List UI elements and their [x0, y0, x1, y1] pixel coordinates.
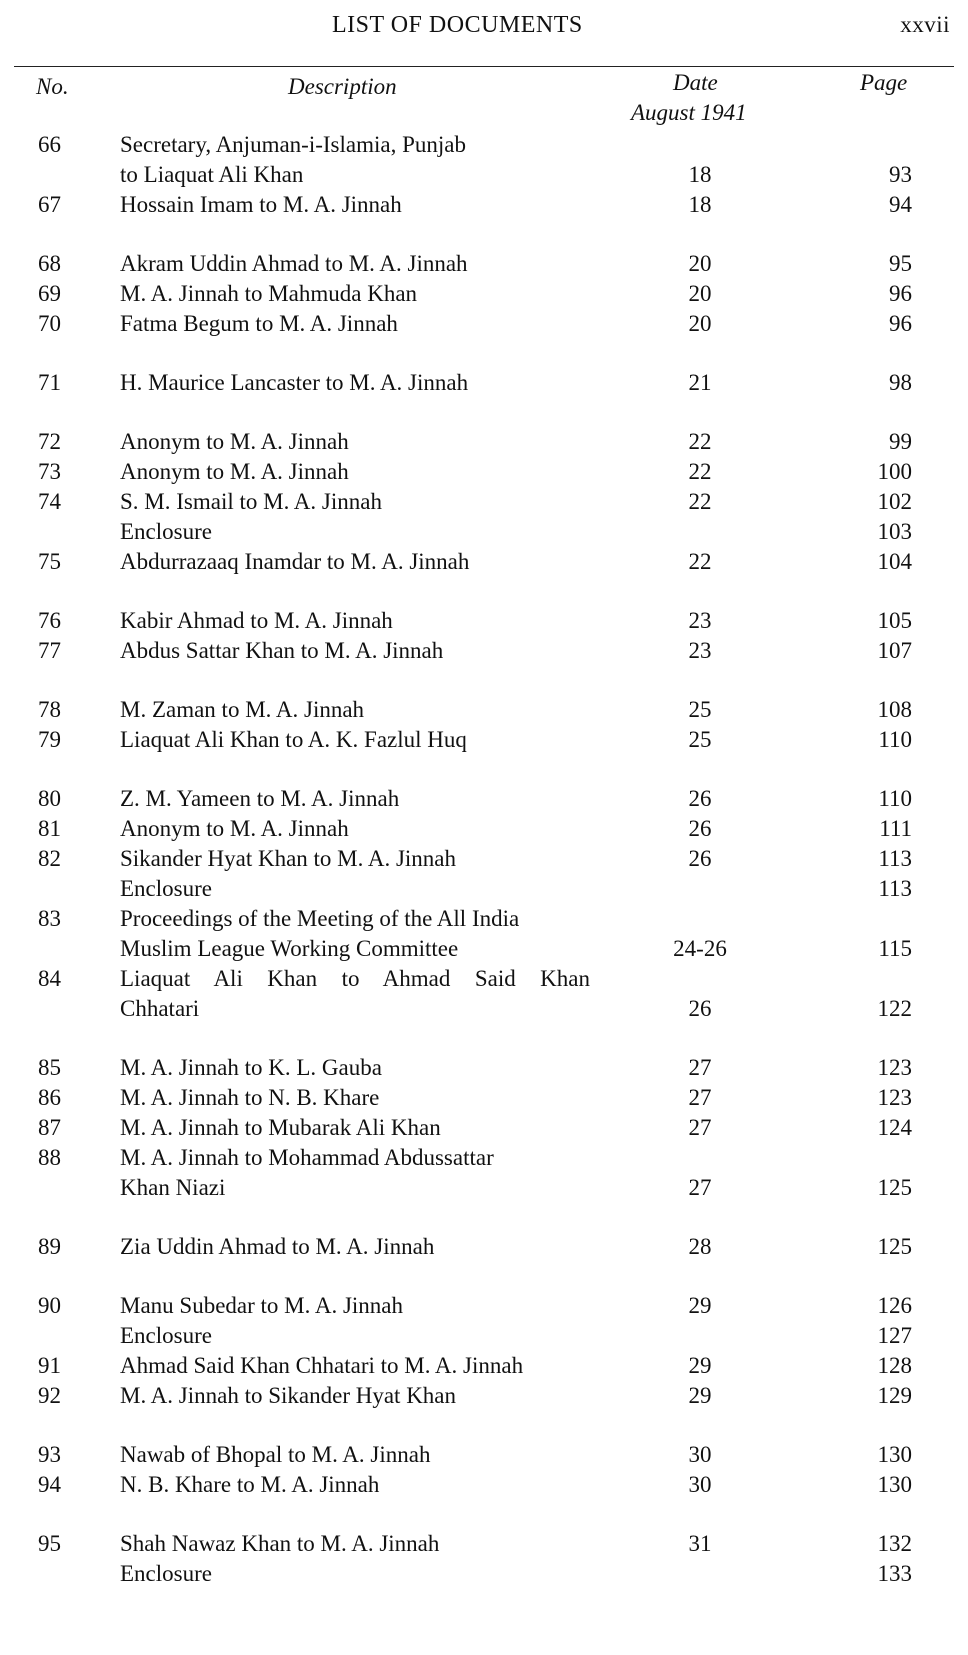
document-entry [0, 636, 968, 666]
entry-description: Liaquat Ali Khan to Ahmad Said Khan [120, 966, 590, 991]
entry-description: H. Maurice Lancaster to M. A. Jinnah [120, 370, 469, 395]
entry-date: 24-26 [673, 936, 727, 961]
entry-description: Hossain Imam to M. A. Jinnah [120, 192, 402, 217]
entry-number: 80 [38, 786, 61, 811]
document-entry [0, 1053, 968, 1083]
entry-number: 84 [38, 966, 61, 991]
entry-page: 110 [878, 727, 912, 752]
entry-page: 125 [877, 1234, 912, 1259]
entry-page: 127 [877, 1323, 912, 1348]
document-entry [0, 1232, 968, 1262]
entry-line [0, 1321, 968, 1351]
entry-number: 73 [38, 459, 61, 484]
entry-description: Shah Nawaz Khan to M. A. Jinnah [120, 1531, 440, 1556]
group-spacer [0, 398, 968, 427]
entry-number: 70 [38, 311, 61, 336]
entry-number: 67 [38, 192, 61, 217]
group-spacer [0, 339, 968, 368]
entry-date: 26 [688, 996, 712, 1021]
entry-date: 30 [688, 1472, 712, 1497]
entry-date: 29 [688, 1353, 712, 1378]
entry-line [0, 1083, 968, 1113]
group-spacer [0, 1411, 968, 1440]
document-entry [0, 814, 968, 844]
entry-description: Anonym to M. A. Jinnah [120, 459, 349, 484]
entry-number: 74 [38, 489, 61, 514]
document-entry [0, 784, 968, 814]
entry-page: 113 [878, 876, 912, 901]
entry-date: 18 [688, 162, 712, 187]
entry-number: 92 [38, 1383, 61, 1408]
entry-line [0, 904, 968, 934]
entry-description: S. M. Ismail to M. A. Jinnah [120, 489, 382, 514]
entry-page: 94 [889, 192, 912, 217]
document-entry [0, 427, 968, 457]
entry-date: 26 [688, 846, 712, 871]
entry-description: Anonym to M. A. Jinnah [120, 816, 349, 841]
entry-date: 25 [688, 697, 712, 722]
entry-description: Secretary, Anjuman-i-Islamia, Punjab [120, 132, 466, 157]
entry-page: 96 [889, 311, 912, 336]
entry-page: 98 [889, 370, 912, 395]
entry-date: 21 [688, 370, 712, 395]
column-header-no: No. [36, 74, 69, 99]
document-entry [0, 1113, 968, 1143]
entry-line [0, 844, 968, 874]
entry-page: 100 [877, 459, 912, 484]
entry-page: 123 [877, 1085, 912, 1110]
entry-line [0, 457, 968, 487]
group-spacer [0, 666, 968, 695]
entry-page: 126 [877, 1293, 912, 1318]
document-entry [0, 1351, 968, 1381]
entry-number: 75 [38, 549, 61, 574]
entry-page: 133 [877, 1561, 912, 1586]
group-spacer [0, 1024, 968, 1053]
entry-description: Abdus Sattar Khan to M. A. Jinnah [120, 638, 444, 663]
group-spacer [0, 1500, 968, 1529]
entry-description: Liaquat Ali Khan to A. K. Fazlul Huq [120, 727, 467, 752]
document-entry [0, 190, 968, 220]
entry-page: 123 [877, 1055, 912, 1080]
entry-line [0, 1053, 968, 1083]
page-title: LIST OF DOCUMENTS [332, 12, 583, 38]
entry-line [0, 1381, 968, 1411]
entry-line [0, 368, 968, 398]
document-entry [0, 1470, 968, 1500]
entry-page: 129 [877, 1383, 912, 1408]
document-entry [0, 368, 968, 398]
entry-page: 111 [879, 816, 912, 841]
entry-number: 68 [38, 251, 61, 276]
entry-line [0, 934, 968, 964]
entry-description: M. A. Jinnah to N. B. Khare [120, 1085, 380, 1110]
group-spacer [0, 1203, 968, 1232]
document-entry [0, 1083, 968, 1113]
document-entry [0, 725, 968, 755]
entry-number: 87 [38, 1115, 61, 1140]
entry-description: Kabir Ahmad to M. A. Jinnah [120, 608, 393, 633]
entry-number: 85 [38, 1055, 61, 1080]
entry-description: Ahmad Said Khan Chhatari to M. A. Jinnah [120, 1353, 524, 1378]
entry-description: M. A. Jinnah to Mohammad Abdussattar [120, 1145, 494, 1170]
entry-description: N. B. Khare to M. A. Jinnah [120, 1472, 380, 1497]
entry-date: 31 [688, 1531, 712, 1556]
document-entry [0, 547, 968, 577]
document-entry [0, 1529, 968, 1589]
entry-line [0, 1351, 968, 1381]
entry-date: 22 [688, 429, 712, 454]
entry-line [0, 725, 968, 755]
entry-description: Khan Niazi [120, 1175, 226, 1200]
entry-date: 18 [688, 192, 712, 217]
entry-date: 25 [688, 727, 712, 752]
entry-date: 29 [688, 1293, 712, 1318]
group-spacer [0, 755, 968, 784]
entry-date: 23 [688, 638, 712, 663]
entry-number: 72 [38, 429, 61, 454]
entry-date: 22 [688, 489, 712, 514]
entry-number: 89 [38, 1234, 61, 1259]
document-entry [0, 1143, 968, 1203]
entry-line [0, 427, 968, 457]
entry-line [0, 1470, 968, 1500]
entry-page: 122 [877, 996, 912, 1021]
entry-date: 20 [688, 281, 712, 306]
entry-line [0, 249, 968, 279]
entry-line [0, 309, 968, 339]
entry-line [0, 1143, 968, 1173]
entry-description: Enclosure [120, 519, 212, 544]
entry-line [0, 1559, 968, 1589]
document-entry [0, 1440, 968, 1470]
entry-page: 125 [877, 1175, 912, 1200]
entry-description: Abdurrazaaq Inamdar to M. A. Jinnah [120, 549, 470, 574]
entry-page: 102 [877, 489, 912, 514]
entry-date: 27 [688, 1085, 712, 1110]
entry-description: Chhatari [120, 996, 200, 1021]
entry-page: 115 [878, 936, 912, 961]
entry-number: 86 [38, 1085, 61, 1110]
entry-description: Manu Subedar to M. A. Jinnah [120, 1293, 404, 1318]
entry-description: Sikander Hyat Khan to M. A. Jinnah [120, 846, 457, 871]
entry-date: 27 [688, 1055, 712, 1080]
entry-page: 107 [877, 638, 912, 663]
entry-line [0, 814, 968, 844]
entry-number: 69 [38, 281, 61, 306]
entry-description: Proceedings of the Meeting of the All India [120, 906, 520, 931]
entry-description: Enclosure [120, 876, 212, 901]
entry-number: 94 [38, 1472, 61, 1497]
entry-number: 91 [38, 1353, 61, 1378]
document-entry [0, 1381, 968, 1411]
entry-date: 20 [688, 251, 712, 276]
column-header-page: Page [860, 70, 908, 95]
entry-description: M. A. Jinnah to Mahmuda Khan [120, 281, 418, 306]
entry-page: 110 [878, 786, 912, 811]
entry-line [0, 1232, 968, 1262]
entry-number: 81 [38, 816, 61, 841]
group-spacer [0, 1262, 968, 1291]
header-rule [14, 66, 954, 67]
document-entry [0, 130, 968, 190]
entry-page: 128 [877, 1353, 912, 1378]
entry-date: 27 [688, 1175, 712, 1200]
entry-line [0, 517, 968, 547]
entry-description: Zia Uddin Ahmad to M. A. Jinnah [120, 1234, 435, 1259]
entry-description: Akram Uddin Ahmad to M. A. Jinnah [120, 251, 468, 276]
entry-description: to Liaquat Ali Khan [120, 162, 304, 187]
entry-description: M. A. Jinnah to Mubarak Ali Khan [120, 1115, 441, 1140]
entry-description: M. A. Jinnah to Sikander Hyat Khan [120, 1383, 457, 1408]
entry-page: 103 [877, 519, 912, 544]
entry-page: 95 [889, 251, 912, 276]
column-header-date: Date [673, 70, 718, 95]
running-head [0, 10, 968, 44]
entry-date: 30 [688, 1442, 712, 1467]
column-header-date-month: August 1941 [631, 100, 747, 125]
document-entry [0, 904, 968, 964]
entry-number: 93 [38, 1442, 61, 1467]
entry-number: 78 [38, 697, 61, 722]
entry-date: 26 [688, 816, 712, 841]
entry-line [0, 1291, 968, 1321]
entry-page: 130 [877, 1472, 912, 1497]
entry-date: 28 [688, 1234, 712, 1259]
entry-description: M. A. Jinnah to K. L. Gauba [120, 1055, 382, 1080]
entry-page: 99 [889, 429, 912, 454]
entry-date: 26 [688, 786, 712, 811]
entry-line [0, 1529, 968, 1559]
entry-line [0, 160, 968, 190]
entry-description: Muslim League Working Committee [120, 936, 459, 961]
entry-number: 76 [38, 608, 61, 633]
entry-date: 23 [688, 608, 712, 633]
entry-line [0, 874, 968, 904]
entry-description: Anonym to M. A. Jinnah [120, 429, 349, 454]
entry-line [0, 1113, 968, 1143]
document-entry [0, 695, 968, 725]
entry-page: 113 [878, 846, 912, 871]
group-spacer [0, 577, 968, 606]
entry-date: 20 [688, 311, 712, 336]
entry-line [0, 695, 968, 725]
column-header-description: Description [288, 74, 397, 99]
document-entry [0, 309, 968, 339]
page-number: xxvii [900, 12, 950, 37]
entry-line [0, 279, 968, 309]
document-list [0, 130, 968, 1589]
entry-date: 22 [688, 459, 712, 484]
entry-page: 96 [889, 281, 912, 306]
entry-page: 105 [877, 608, 912, 633]
document-entry [0, 606, 968, 636]
document-entry [0, 249, 968, 279]
group-spacer [0, 220, 968, 249]
entry-number: 82 [38, 846, 61, 871]
entry-line [0, 190, 968, 220]
entry-line [0, 636, 968, 666]
entry-line [0, 1173, 968, 1203]
entry-page: 93 [889, 162, 912, 187]
entry-number: 95 [38, 1531, 61, 1556]
entry-description: Enclosure [120, 1323, 212, 1348]
entry-number: 88 [38, 1145, 61, 1170]
entry-description: M. Zaman to M. A. Jinnah [120, 697, 365, 722]
entry-date: 22 [688, 549, 712, 574]
entry-date: 29 [688, 1383, 712, 1408]
entry-line [0, 487, 968, 517]
entry-line [0, 964, 968, 994]
entry-date: 27 [688, 1115, 712, 1140]
entry-line [0, 784, 968, 814]
entry-line [0, 547, 968, 577]
entry-line [0, 994, 968, 1024]
entry-page: 108 [877, 697, 912, 722]
document-entry [0, 487, 968, 547]
entry-description: Z. M. Yameen to M. A. Jinnah [120, 786, 400, 811]
entry-line [0, 606, 968, 636]
entry-page: 104 [877, 549, 912, 574]
entry-number: 83 [38, 906, 61, 931]
entry-number: 90 [38, 1293, 61, 1318]
entry-page: 124 [877, 1115, 912, 1140]
document-entry [0, 279, 968, 309]
entry-description: Enclosure [120, 1561, 212, 1586]
document-entry [0, 964, 968, 1024]
entry-line [0, 1440, 968, 1470]
document-entry [0, 457, 968, 487]
entry-number: 79 [38, 727, 61, 752]
entry-number: 71 [38, 370, 61, 395]
entry-page: 132 [877, 1531, 912, 1556]
entry-number: 66 [38, 132, 61, 157]
entry-description: Nawab of Bhopal to M. A. Jinnah [120, 1442, 431, 1467]
document-entry [0, 844, 968, 904]
entry-line [0, 130, 968, 160]
entry-number: 77 [38, 638, 61, 663]
entry-description: Fatma Begum to M. A. Jinnah [120, 311, 398, 336]
document-entry [0, 1291, 968, 1351]
entry-page: 130 [877, 1442, 912, 1467]
